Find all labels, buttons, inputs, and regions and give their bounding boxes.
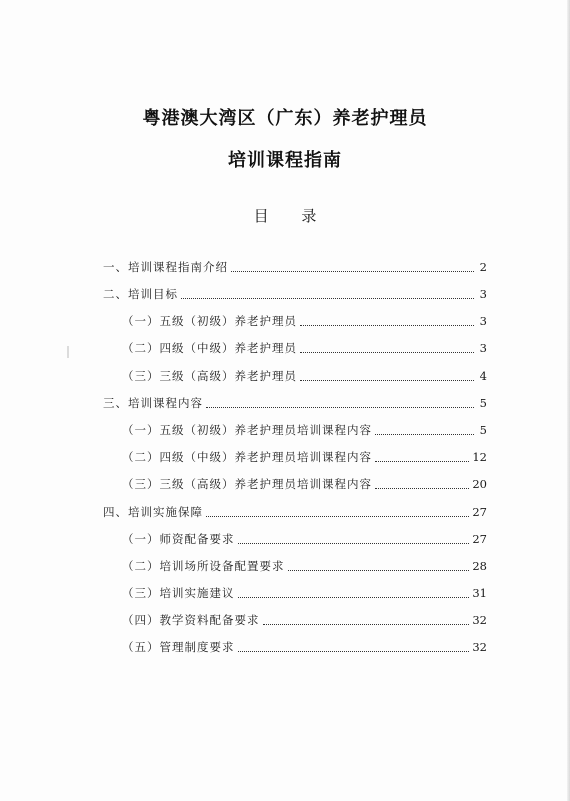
toc-entry-page: 3 xyxy=(479,314,487,328)
toc-leader-dots xyxy=(263,624,470,625)
toc-entry-page: 3 xyxy=(479,287,487,301)
toc-leader-dots xyxy=(375,461,469,462)
toc-entry[interactable] xyxy=(122,530,487,548)
toc-entry[interactable] xyxy=(122,367,487,385)
toc-entry-label: 一、培训课程指南介绍 xyxy=(103,260,228,274)
toc-leader-dots xyxy=(300,352,474,353)
toc-entry[interactable] xyxy=(103,394,487,412)
toc-entry-label: （二）四级（中级）养老护理员 xyxy=(122,341,297,355)
toc-entry-label: （四）教学资料配备要求 xyxy=(122,613,260,627)
toc-entry[interactable] xyxy=(122,638,487,656)
toc-entry-page: 32 xyxy=(472,613,487,627)
toc-leader-dots xyxy=(238,543,470,544)
toc-entry[interactable] xyxy=(122,557,487,575)
toc-leader-dots xyxy=(206,407,474,408)
toc-entry[interactable] xyxy=(122,611,487,629)
toc-leader-dots xyxy=(238,597,470,598)
toc-entry-page: 5 xyxy=(479,396,487,410)
toc-leader-dots xyxy=(288,570,470,571)
toc-entry-page: 27 xyxy=(472,505,487,519)
toc-entry[interactable] xyxy=(122,475,487,493)
toc-entry-label: 四、培训实施保障 xyxy=(103,505,203,519)
toc-leader-dots xyxy=(238,651,470,652)
toc-entry-page: 2 xyxy=(479,260,487,274)
document-title-line1: 粤港澳大湾区（广东）养老护理员 xyxy=(142,108,428,129)
toc-leader-dots xyxy=(300,380,474,381)
toc-leader-dots xyxy=(206,516,469,517)
toc-entry-page: 3 xyxy=(479,341,487,355)
toc-entry-label: （一）师资配备要求 xyxy=(122,532,235,546)
toc-entry-label: 二、培训目标 xyxy=(103,287,178,301)
toc-entry-label: （三）三级（高级）养老护理员 xyxy=(122,369,297,383)
toc-entry[interactable] xyxy=(103,258,487,276)
toc-leader-dots xyxy=(181,298,474,299)
toc-entry-label: （二）四级（中级）养老护理员培训课程内容 xyxy=(122,450,372,464)
toc-entry[interactable] xyxy=(122,584,487,602)
toc-leader-dots xyxy=(300,325,474,326)
toc-entry-page: 31 xyxy=(472,586,487,600)
toc-heading: 目 录 xyxy=(253,207,331,225)
toc-entry-page: 27 xyxy=(472,532,487,546)
toc-entry-page: 5 xyxy=(479,423,487,437)
toc-entry-page: 28 xyxy=(472,559,487,573)
toc-entry-label: （三）三级（高级）养老护理员培训课程内容 xyxy=(122,477,372,491)
toc-leader-dots xyxy=(375,488,469,489)
toc-entry-page: 32 xyxy=(472,640,487,654)
toc-entry-label: （一）五级（初级）养老护理员 xyxy=(122,314,297,328)
toc-entry-page: 4 xyxy=(479,369,487,383)
toc-entry-label: （三）培训实施建议 xyxy=(122,586,235,600)
toc-entry-page: 12 xyxy=(472,450,487,464)
toc-entry[interactable] xyxy=(122,312,487,330)
toc-entry[interactable] xyxy=(122,421,487,439)
toc-leader-dots xyxy=(375,434,474,435)
toc-entry-label: （二）培训场所设备配置要求 xyxy=(122,559,285,573)
toc-entry[interactable] xyxy=(122,339,487,357)
toc-entry-label: 三、培训课程内容 xyxy=(103,396,203,410)
document-title-line2: 培训课程指南 xyxy=(228,150,342,171)
toc-entry-label: （一）五级（初级）养老护理员培训课程内容 xyxy=(122,423,372,437)
toc-entry[interactable] xyxy=(122,448,487,466)
toc-entry-label: （五）管理制度要求 xyxy=(122,640,235,654)
toc-entry[interactable] xyxy=(103,285,487,303)
toc-entry[interactable] xyxy=(103,503,487,521)
toc-leader-dots xyxy=(231,271,474,272)
toc-entry-page: 20 xyxy=(472,477,487,491)
